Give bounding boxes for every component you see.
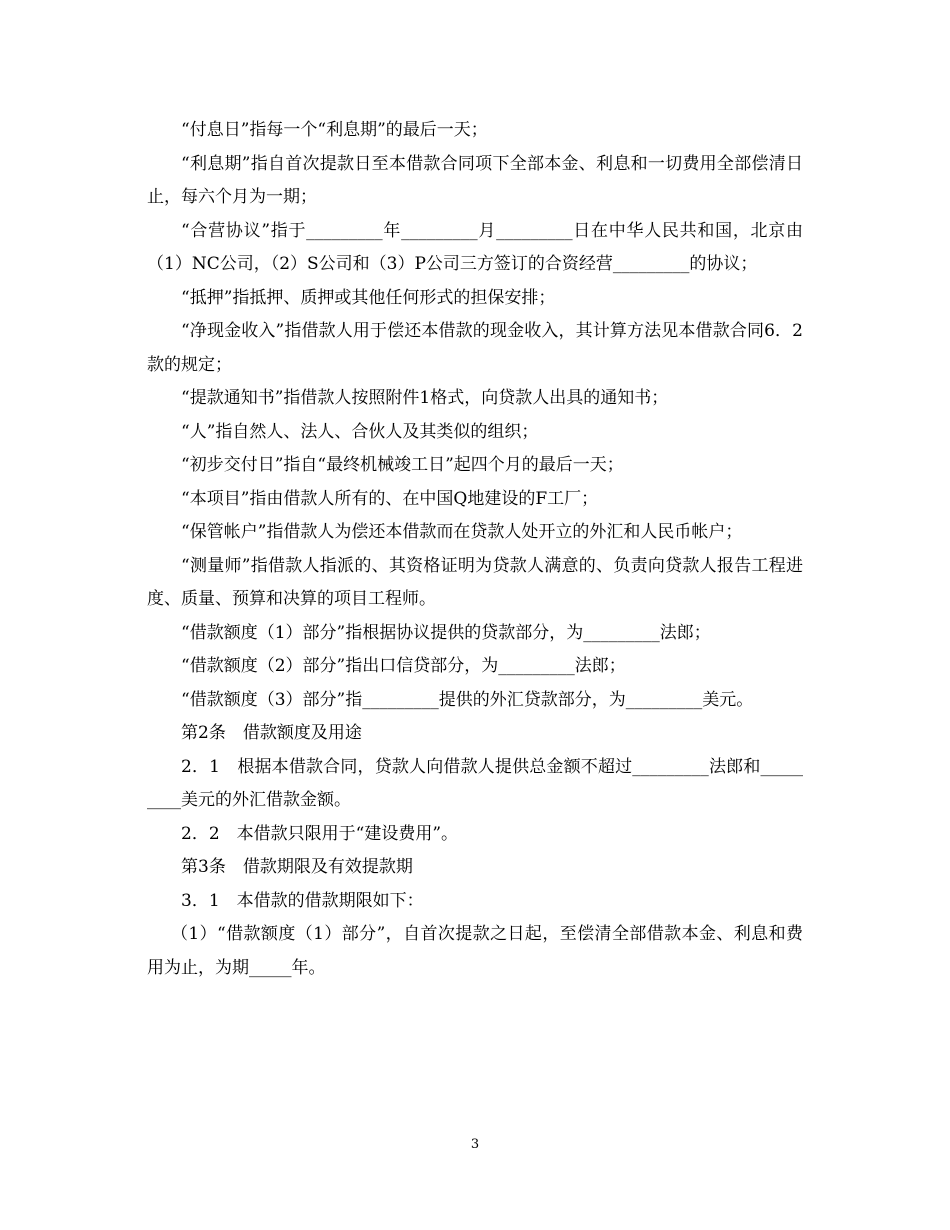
- definition-loan-tranche-3: “借款额度（3）部分”指_________提供的外汇贷款部分，为_________美元。: [181, 689, 754, 710]
- article-2-heading: 第2条 借款额度及用途: [181, 723, 362, 743]
- definition-drawdown-notice: “提款通知书”指借款人按照附件1格式，向贷款人出具的通知书；: [181, 388, 669, 408]
- definition-payment-date: “付息日”指每一个“利息期”的最后一天；: [181, 120, 488, 140]
- definition-interest-period: “利息期”指自首次提款日至本借款合同项下全部本金、利息和一切费用全部偿清日止，每六个月为一期；: [147, 153, 803, 207]
- definition-mortgage: “抵押”指抵押、质押或其他任何形式的担保安排；: [181, 287, 556, 308]
- clause-3-1: 3．1 本借款的借款期限如下：: [181, 890, 424, 911]
- definition-loan-tranche-2: “借款额度（2）部分”指出口信贷部分，为_________法郎；: [181, 656, 626, 676]
- definition-custody-account: “保管帐户”指借款人为偿还本借款而在贷款人处开立的外汇和人民币帐户；: [181, 522, 743, 542]
- definition-net-cash-income: “净现金收入”指借款人用于偿还本借款的现金收入，其计算方法见本借款合同6．2款的规定；: [147, 321, 803, 375]
- document-body: [147, 114, 803, 985]
- definition-project: “本项目”指由借款人所有的、在中国Q地建设的F工厂；: [181, 488, 599, 509]
- clause-3-1-item-1: （1）“借款额度（1）部分”，自首次提款之日起，至偿清全部借款本金、利息和费用为止，为期_____年。: [147, 924, 803, 978]
- definition-surveyor: “测量师”指借款人指派的、其资格证明为贷款人满意的、负责向贷款人报告工程进度、质量、预算和决算的项目工程师。: [147, 555, 803, 609]
- article-3-heading: 第3条 借款期限及有效提款期: [181, 857, 413, 877]
- clause-2-1: 2．1 根据本借款合同，贷款人向借款人提供总金额不超过_________法郎和_________美元的外汇借款金额。: [147, 756, 803, 810]
- page-number: 3: [470, 1137, 480, 1152]
- definition-person: “人”指自然人、法人、合伙人及其类似的组织；: [181, 421, 539, 442]
- clause-2-2: 2．2 本借款只限用于“建设费用”。: [181, 823, 459, 844]
- definition-joint-venture-agreement: “合营协议”指于_________年_________月_________日在中华人民共和国，北京由（1）NC公司，（2）S公司和（3）P公司三方签订的合资经营_________的协议；: [147, 220, 803, 274]
- definition-initial-delivery-date: “初步交付日”指自“最终机械竣工日”起四个月的最后一天；: [181, 455, 624, 475]
- definition-loan-tranche-1: “借款额度（1）部分”指根据协议提供的贷款部分，为_________法郎；: [181, 622, 711, 643]
